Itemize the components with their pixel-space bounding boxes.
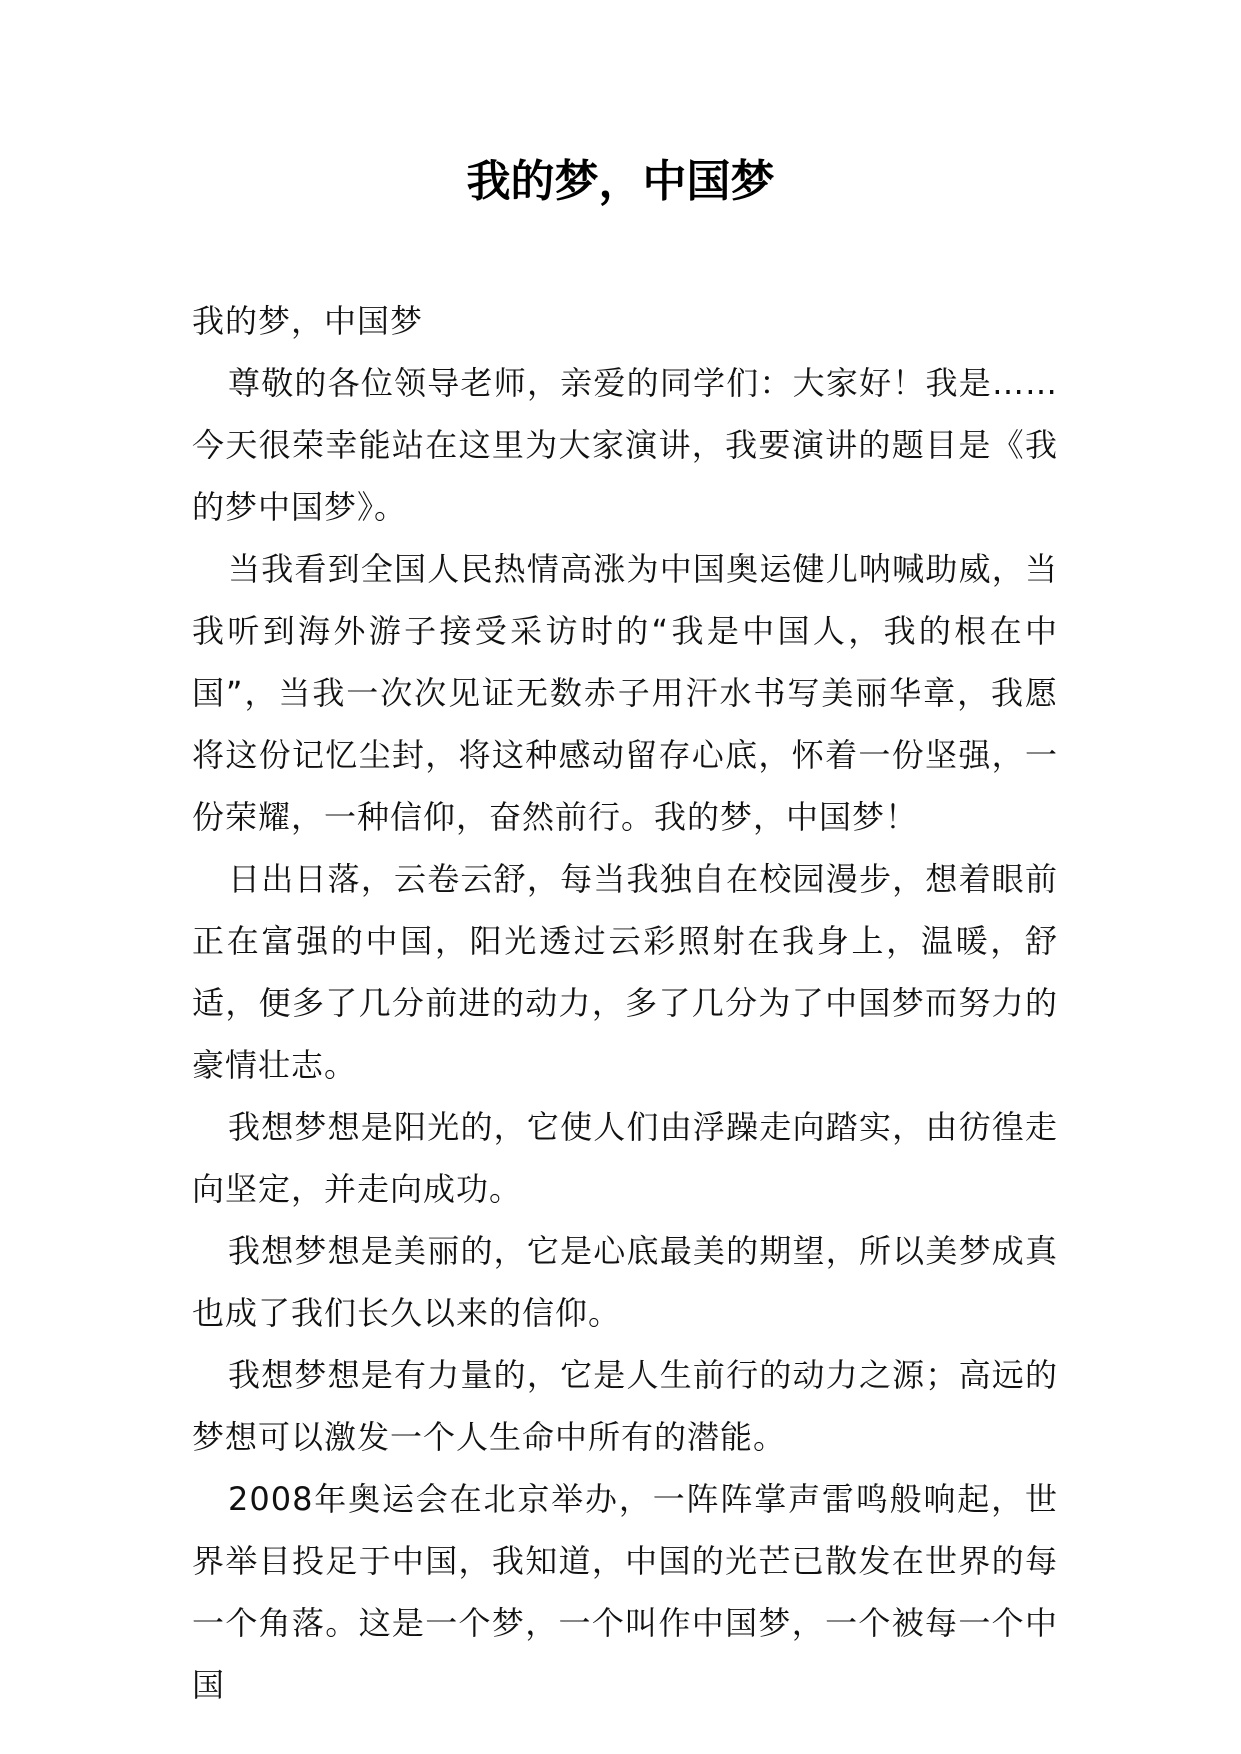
paragraph-dream-powerful: 我想梦想是有力量的，它是人生前行的动力之源；高远的梦想可以激发一个人生命中所有的潜能。: [192, 1356, 1058, 1456]
document-body: [192, 290, 1058, 1716]
paragraph-heading: 我的梦，中国梦: [192, 302, 424, 340]
paragraph-olympics: 2008年奥运会在北京举办，一阵阵掌声雷鸣般响起，世界举目投足于中国，我知道，中国的光芒已散发在世界的每一个角落。这是一个梦，一个叫作中国梦，一个被每一个中国: [192, 1480, 1058, 1704]
document-title: 我的梦，中国梦: [466, 156, 775, 207]
paragraph-pride: 当我看到全国人民热情高涨为中国奥运健儿呐喊助威，当我听到海外游子接受采访时的“我是中国人，我的根在中国”，当我一次次见证无数赤子用汗水书写美丽华章，我愿将这份记忆尘封，将这种感动留存心底，怀着一份坚强，一份荣耀，一种信仰，奋然前行。我的梦，中国梦！: [192, 550, 1058, 836]
paragraph-dream-sunny: 我想梦想是阳光的，它使人们由浮躁走向踏实，由彷徨走向坚定，并走向成功。: [192, 1108, 1058, 1208]
paragraph-dream-beautiful: 我想梦想是美丽的，它是心底最美的期望，所以美梦成真也成了我们长久以来的信仰。: [192, 1232, 1058, 1332]
paragraph-greeting: 尊敬的各位领导老师，亲爱的同学们：大家好！我是……今天很荣幸能站在这里为大家演讲，我要演讲的题目是《我的梦中国梦》。: [192, 364, 1058, 526]
paragraph-campus: 日出日落，云卷云舒，每当我独自在校园漫步，想着眼前正在富强的中国，阳光透过云彩照射在我身上，温暖，舒适，便多了几分前进的动力，多了几分为了中国梦而努力的豪情壮志。: [192, 860, 1058, 1084]
